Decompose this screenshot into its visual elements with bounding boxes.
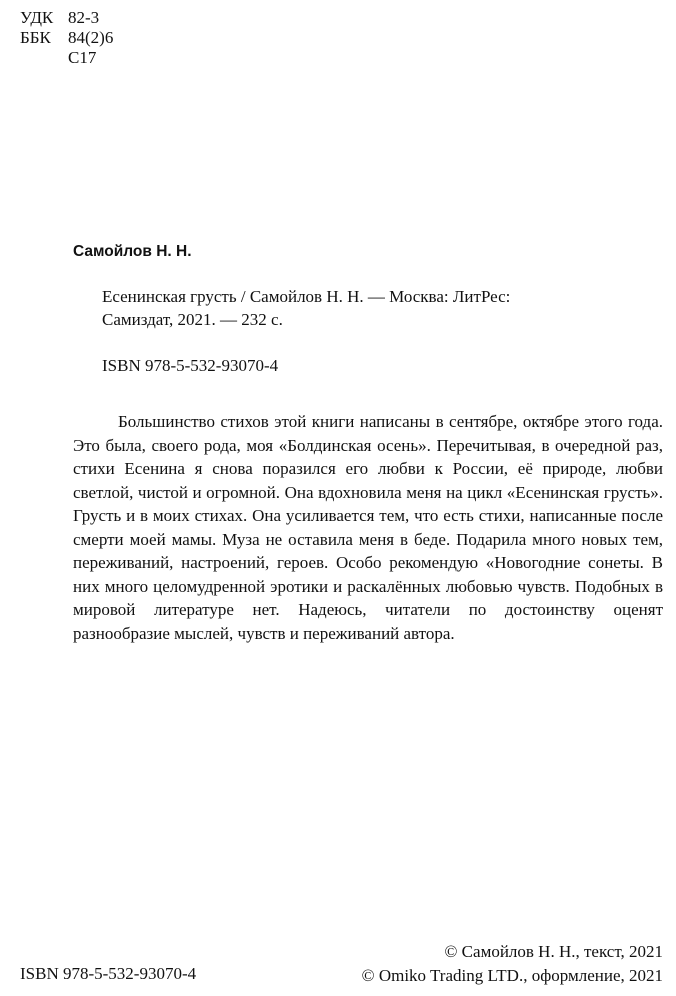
biblio-line-1: Есенинская грусть / Самойлов Н. Н. — Москва: ЛитРес:	[102, 287, 511, 306]
author-sign-row	[20, 48, 113, 68]
isbn: ISBN 978-5-532-93070-4	[102, 356, 279, 375]
author-heading: Самойлов Н. Н.	[73, 243, 192, 260]
copyright-text: © Самойлов Н. Н., текст, 2021	[444, 942, 663, 961]
annotation	[73, 410, 663, 645]
classification-block	[20, 8, 113, 68]
bbk-value: 84(2)6	[68, 28, 114, 47]
udk-row	[20, 8, 113, 28]
copyright-block	[362, 940, 663, 988]
udk-value: 82-3	[68, 8, 100, 27]
copyright-design: © Omiko Trading LTD., оформление, 2021	[361, 966, 663, 985]
bbk-row	[20, 28, 113, 48]
author-sign: С17	[68, 48, 97, 67]
footer-isbn: ISBN 978-5-532-93070-4	[20, 964, 197, 983]
udk-label: УДК	[20, 8, 54, 27]
biblio-line-2: Самиздат, 2021. — 232 с.	[102, 310, 283, 329]
bbk-label: ББК	[20, 28, 51, 47]
bibliographic-description	[102, 285, 622, 331]
annotation-text: Большинство стихов этой книги написаны в сентябре, октябре этого года. Это была, своего рода, моя «Болдинская осень». Перечитывая, в очередной раз, стихи Есенина я снова поразился его любви к России, её природе, любви светлой, чистой и огромной. Она вдохновила меня на цикл «Есенинская грусть». Грусть и в моих стихах. Она усиливается тем, что есть стихи, написанные после смерти моей мамы. Муза не оставила меня в беде. Подарила много новых тем, переживаний, настроений, героев. Особо рекомендую «Новогодние сонеты. В них много целомудренной эротики и раскалённых любовью чувств. Подобных в мировой литературе нет. Надеюсь, читатели по достоинству оценят разнообразие мыслей, чувств и переживаний автора.	[73, 412, 663, 643]
